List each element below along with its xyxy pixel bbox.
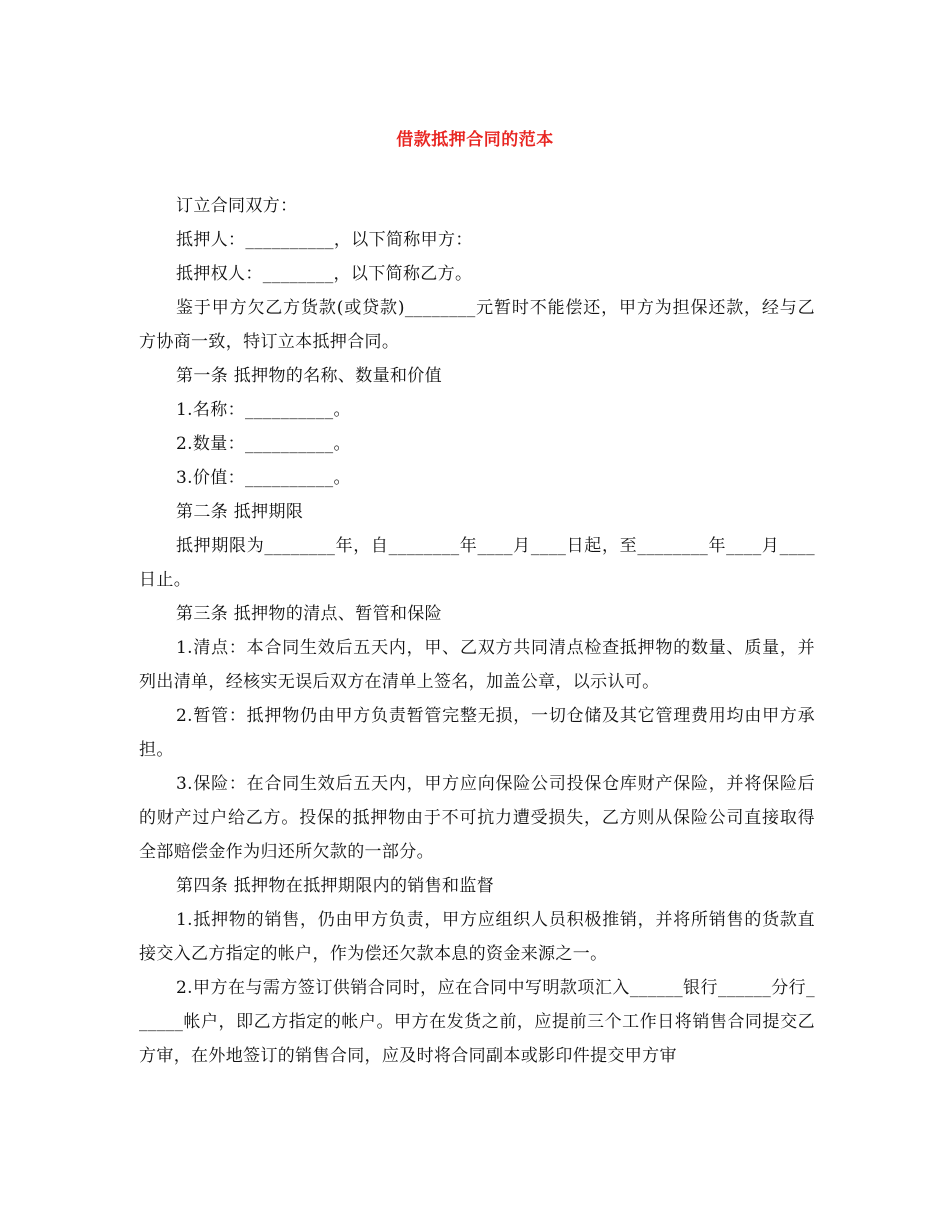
article-3-item-insurance: 3.保险：在合同生效后五天内，甲方应向保险公司投保仓库财产保险，并将保险后的财产过户给乙方。投保的抵押物由于不可抗力遭受损失，乙方则从保险公司直接取得全部赔偿金作为归还所欠款的一部分。	[139, 774, 815, 862]
paragraph-mortgagor: 抵押人：__________，以下简称甲方：	[176, 230, 473, 250]
article-2-heading: 第二条 抵押期限	[176, 502, 304, 522]
article-4-item-sales: 1.抵押物的销售，仍由甲方负责，甲方应组织人员积极推销，并将所销售的货款直接交入乙方指定的帐户，作为偿还欠款本息的资金来源之一。	[139, 910, 815, 964]
article-1-item-name: 1.名称：__________。	[176, 400, 351, 420]
document-title: 借款抵押合同的范本	[396, 130, 554, 150]
article-2-term: 抵押期限为________年，自________年____月____日起，至________年____月____日止。	[139, 536, 815, 590]
article-1-item-value: 3.价值：__________。	[176, 468, 351, 488]
article-4-heading: 第四条 抵押物在抵押期限内的销售和监督	[176, 876, 495, 896]
article-1-item-quantity: 2.数量：__________。	[176, 434, 351, 454]
document-body	[139, 189, 815, 1073]
paragraph-mortgagee: 抵押权人：________，以下简称乙方。	[176, 264, 473, 284]
paragraph-preamble: 鉴于甲方欠乙方货款(或贷款)________元暂时不能偿还，甲方为担保还款，经与乙方协商一致，特订立本抵押合同。	[139, 298, 815, 352]
article-3-item-custody: 2.暂管：抵押物仍由甲方负责暂管完整无损，一切仓储及其它管理费用均由甲方承担。	[139, 706, 815, 760]
article-3-heading: 第三条 抵押物的清点、暂管和保险	[176, 604, 443, 624]
paragraph-parties-heading: 订立合同双方：	[176, 196, 298, 216]
article-3-item-inventory: 1.清点：本合同生效后五天内，甲、乙双方共同清点检查抵押物的数量、质量，并列出清单，经核实无误后双方在清单上签名，加盖公章，以示认可。	[139, 638, 815, 692]
article-4-item-contracts: 2.甲方在与需方签订供销合同时，应在合同中写明款项汇入______银行______分行______帐户，即乙方指定的帐户。甲方在发货之前，应提前三个工作日将销售合同提交乙方审，在外地签订的销售合同，应及时将合同副本或影印件提交甲方审	[139, 978, 815, 1066]
article-1-heading: 第一条 抵押物的名称、数量和价值	[176, 366, 443, 386]
